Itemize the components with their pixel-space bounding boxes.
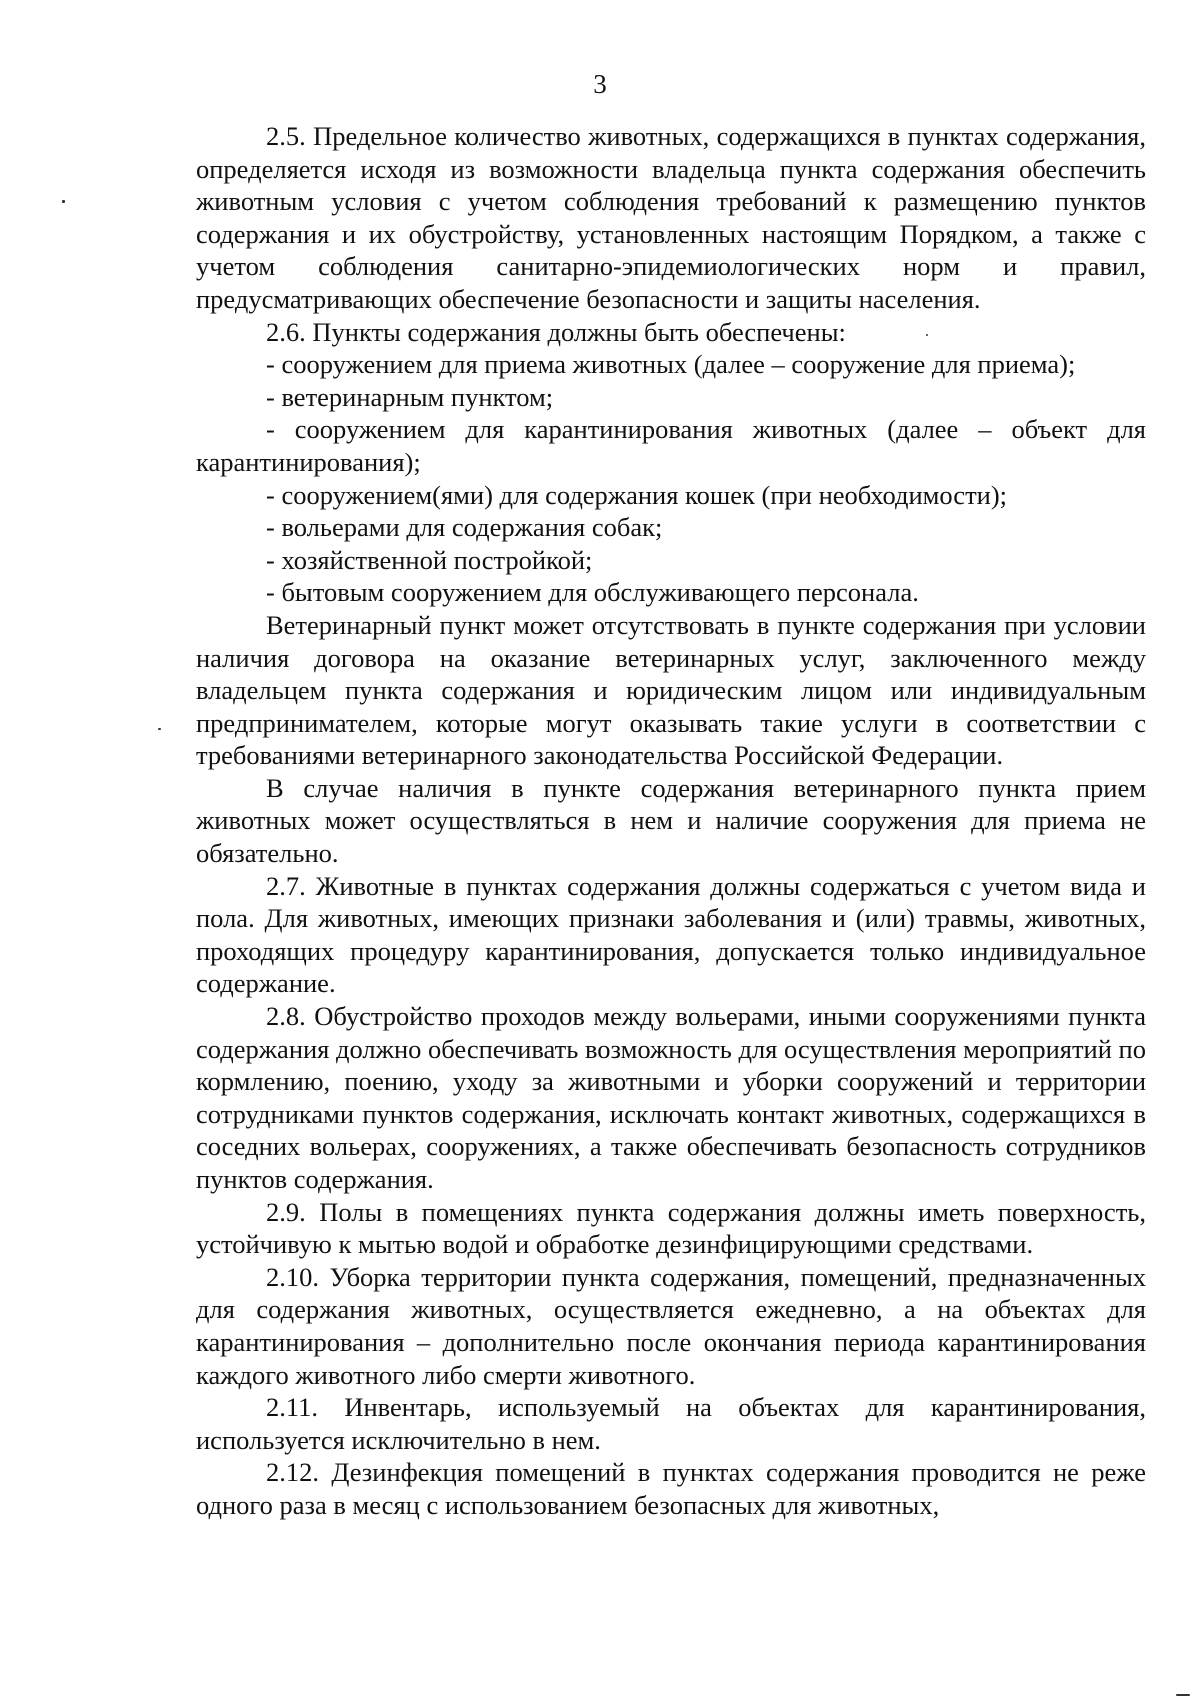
scan-dot [926,334,928,336]
page-number: 3 [593,69,607,99]
scan-dot [158,728,161,730]
paragraph-2-12: 2.12. Дезинфекция помещений в пунктах содержания проводится не реже одного раза в месяц с использованием безопасных для животных, [196,1457,1146,1520]
list-item: - сооружением для карантинирования животных (далее – объект для карантинирования); [196,414,1146,477]
scan-dot [62,200,65,203]
list-item: - сооружением(ями) для содержания кошек (при необходимости); [266,479,1008,510]
scan-dash [1176,1694,1190,1696]
list-item: - сооружением для приема животных (далее – сооружение для приема); [266,349,1076,380]
list-item: - бытовым сооружением для обслуживающего персонала. [266,577,919,608]
paragraph-2-9: 2.9. Полы в помещениях пункта содержания должны иметь поверхность, устойчивую к мытью водой и обработке дезинфицирующими средствами. [196,1196,1146,1260]
paragraph-2-10: 2.10. Уборка территории пункта содержания, помещений, предназначенных для содержания животных, осуществляется ежедневно, а на объектах для карантинирования – дополнительно после окончания периода карантинирования каждого животного либо смерти животного. [196,1261,1146,1390]
document-body [196,120,1146,1522]
paragraph-2-7: 2.7. Животные в пунктах содержания должны содержаться с учетом вида и пола. Для животных, имеющих признаки заболевания и (или) травмы, животных, проходящих процедуру карантинирования, допускается только индивидуальное содержание. [196,870,1146,999]
paragraph-2-6: 2.6. Пункты содержания должны быть обеспечены: [266,316,846,347]
list-item: - хозяйственной постройкой; [266,544,593,575]
paragraph-vet-point: Ветеринарный пункт может отсутствовать в пункте содержания при условии наличия договора на оказание ветеринарных услуг, заключенного между владельцем пункта содержания и юридическим лицом или индивидуальным предпринимателем, которые могут оказывать такие услуги в соответствии с требованиями ветеринарного законодательства Российской Федерации. [196,609,1146,771]
paragraph-2-5: 2.5. Предельное количество животных, содержащихся в пунктах содержания, определяется исходя из возможности владельца пункта содержания обеспечить животным условия с учетом соблюдения требований к размещению пунктов содержания и их обустройству, установленных настоящим Порядком, а также с учетом соблюдения санитарно-эпидемиологических норм и правил, предусматривающих обеспечение безопасности и защиты населения. [196,121,1146,314]
paragraph-2-11: 2.11. Инвентарь, используемый на объектах для карантинирования, используется исключительно в нем. [196,1392,1146,1455]
list-item: - вольерами для содержания собак; [266,512,663,543]
paragraph-vet-reception: В случае наличия в пункте содержания ветеринарного пункта прием животных может осуществляться в нем и наличие сооружения для приема не обязательно. [196,772,1146,869]
paragraph-2-8: 2.8. Обустройство проходов между вольерами, иными сооружениями пункта содержания должно обеспечивать возможность для осуществления мероприятий по кормлению, поению, уходу за животными и уборки сооружений и территории сотрудниками пунктов содержания, исключать контакт животных, содержащихся в соседних вольерах, сооружениях, а также обеспечивать безопасность сотрудников пунктов содержания. [196,1001,1146,1194]
list-item: - ветеринарным пунктом; [266,381,554,412]
